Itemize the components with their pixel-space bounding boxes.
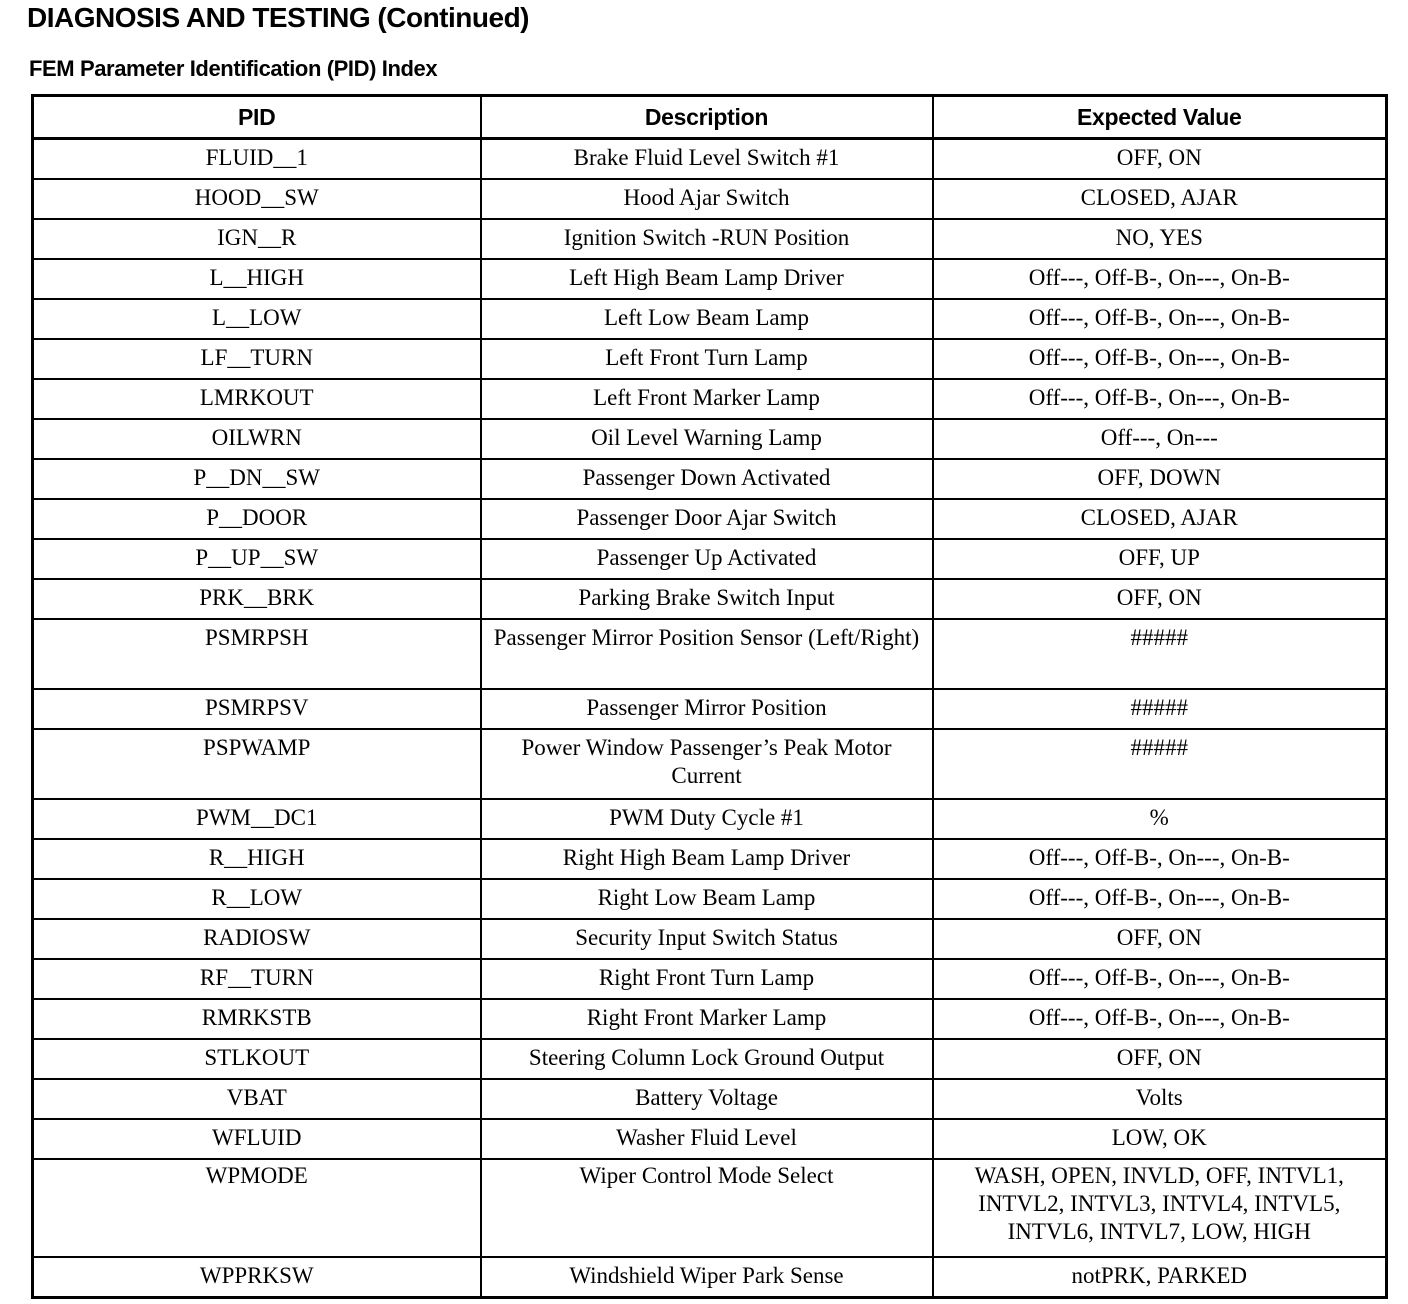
expected-value-cell: NO, YES — [933, 219, 1387, 259]
table-header-row — [33, 96, 1387, 139]
table-row — [33, 1119, 1387, 1159]
table-row — [33, 689, 1387, 729]
pid-cell: WPPRKSW — [33, 1257, 481, 1298]
description-cell: Power Window Passenger’s Peak Motor Current — [481, 729, 933, 799]
expected-value-cell: Off---, On--- — [933, 419, 1387, 459]
pid-cell: RMRKSTB — [33, 999, 481, 1039]
table-row — [33, 1039, 1387, 1079]
description-cell: Steering Column Lock Ground Output — [481, 1039, 933, 1079]
table-row — [33, 339, 1387, 379]
table-row — [33, 919, 1387, 959]
expected-value-cell: OFF, UP — [933, 539, 1387, 579]
description-cell: Passenger Door Ajar Switch — [481, 499, 933, 539]
table-row — [33, 579, 1387, 619]
pid-cell: PWM__DC1 — [33, 799, 481, 839]
table-row — [33, 499, 1387, 539]
expected-value-cell: Off---, Off-B-, On---, On-B- — [933, 379, 1387, 419]
pid-cell: P__UP__SW — [33, 539, 481, 579]
table-row — [33, 179, 1387, 219]
pid-cell: RADIOSW — [33, 919, 481, 959]
pid-cell: LF__TURN — [33, 339, 481, 379]
pid-cell: HOOD__SW — [33, 179, 481, 219]
pid-cell: VBAT — [33, 1079, 481, 1119]
pid-cell: PSPWAMP — [33, 729, 481, 799]
description-cell: Left Front Turn Lamp — [481, 339, 933, 379]
table-row — [33, 379, 1387, 419]
description-cell: Brake Fluid Level Switch #1 — [481, 139, 933, 180]
pid-cell: PSMRPSH — [33, 619, 481, 689]
pid-cell: P__DN__SW — [33, 459, 481, 499]
column-header-expected-value: Expected Value — [933, 96, 1387, 139]
description-cell: Right Low Beam Lamp — [481, 879, 933, 919]
table-row — [33, 539, 1387, 579]
description-cell: Washer Fluid Level — [481, 1119, 933, 1159]
pid-cell: L__HIGH — [33, 259, 481, 299]
description-cell: Passenger Mirror Position — [481, 689, 933, 729]
table-row — [33, 879, 1387, 919]
pid-cell: L__LOW — [33, 299, 481, 339]
expected-value-cell: OFF, ON — [933, 579, 1387, 619]
expected-value-cell: CLOSED, AJAR — [933, 499, 1387, 539]
expected-value-cell: OFF, DOWN — [933, 459, 1387, 499]
expected-value-cell: Volts — [933, 1079, 1387, 1119]
table-row — [33, 1079, 1387, 1119]
expected-value-cell: OFF, ON — [933, 139, 1387, 180]
table-row — [33, 959, 1387, 999]
pid-cell: WPMODE — [33, 1159, 481, 1257]
expected-value-cell: Off---, Off-B-, On---, On-B- — [933, 259, 1387, 299]
table-row — [33, 1159, 1387, 1257]
table-row — [33, 1257, 1387, 1298]
description-cell: Left High Beam Lamp Driver — [481, 259, 933, 299]
description-cell: Wiper Control Mode Select — [481, 1159, 933, 1257]
pid-cell: PRK__BRK — [33, 579, 481, 619]
expected-value-cell: Off---, Off-B-, On---, On-B- — [933, 959, 1387, 999]
page-title: DIAGNOSIS AND TESTING (Continued) — [27, 2, 529, 33]
expected-value-cell: Off---, Off-B-, On---, On-B- — [933, 839, 1387, 879]
expected-value-cell: LOW, OK — [933, 1119, 1387, 1159]
description-cell: Left Low Beam Lamp — [481, 299, 933, 339]
pid-cell: RF__TURN — [33, 959, 481, 999]
description-cell: Right High Beam Lamp Driver — [481, 839, 933, 879]
table-row — [33, 839, 1387, 879]
pid-cell: WFLUID — [33, 1119, 481, 1159]
description-cell: Passenger Mirror Position Sensor (Left/Right) — [481, 619, 933, 689]
table-row — [33, 619, 1387, 689]
description-cell: Passenger Up Activated — [481, 539, 933, 579]
pid-cell: LMRKOUT — [33, 379, 481, 419]
description-cell: Parking Brake Switch Input — [481, 579, 933, 619]
expected-value-cell: ##### — [933, 619, 1387, 689]
expected-value-cell: notPRK, PARKED — [933, 1257, 1387, 1298]
table-row — [33, 419, 1387, 459]
pid-cell: P__DOOR — [33, 499, 481, 539]
table-row — [33, 459, 1387, 499]
table-row — [33, 299, 1387, 339]
expected-value-cell: Off---, Off-B-, On---, On-B- — [933, 299, 1387, 339]
pid-cell: R__LOW — [33, 879, 481, 919]
expected-value-cell: ##### — [933, 689, 1387, 729]
expected-value-cell: ##### — [933, 729, 1387, 799]
description-cell: Right Front Turn Lamp — [481, 959, 933, 999]
expected-value-cell: Off---, Off-B-, On---, On-B- — [933, 999, 1387, 1039]
description-cell: Hood Ajar Switch — [481, 179, 933, 219]
pid-table — [31, 94, 1388, 1299]
description-cell: Ignition Switch -RUN Position — [481, 219, 933, 259]
pid-cell: STLKOUT — [33, 1039, 481, 1079]
table-row — [33, 219, 1387, 259]
column-header-description: Description — [481, 96, 933, 139]
description-cell: Passenger Down Activated — [481, 459, 933, 499]
expected-value-cell: OFF, ON — [933, 1039, 1387, 1079]
table-title: FEM Parameter Identification (PID) Index — [29, 56, 438, 81]
description-cell: Security Input Switch Status — [481, 919, 933, 959]
expected-value-cell: Off---, Off-B-, On---, On-B- — [933, 339, 1387, 379]
pid-cell: IGN__R — [33, 219, 481, 259]
expected-value-cell: Off---, Off-B-, On---, On-B- — [933, 879, 1387, 919]
pid-cell: PSMRPSV — [33, 689, 481, 729]
pid-cell: FLUID__1 — [33, 139, 481, 180]
table-row — [33, 729, 1387, 799]
table-row — [33, 259, 1387, 299]
description-cell: Left Front Marker Lamp — [481, 379, 933, 419]
description-cell: PWM Duty Cycle #1 — [481, 799, 933, 839]
description-cell: Oil Level Warning Lamp — [481, 419, 933, 459]
pid-cell: OILWRN — [33, 419, 481, 459]
table-row — [33, 999, 1387, 1039]
description-cell: Windshield Wiper Park Sense — [481, 1257, 933, 1298]
column-header-pid: PID — [33, 96, 481, 139]
expected-value-cell: % — [933, 799, 1387, 839]
expected-value-cell: CLOSED, AJAR — [933, 179, 1387, 219]
pid-cell: R__HIGH — [33, 839, 481, 879]
expected-value-cell: OFF, ON — [933, 919, 1387, 959]
description-cell: Right Front Marker Lamp — [481, 999, 933, 1039]
expected-value-cell: WASH, OPEN, INVLD, OFF, INTVL1, INTVL2, INTVL3, INTVL4, INTVL5, INTVL6, INTVL7, LOW, HIGH — [933, 1159, 1387, 1257]
description-cell: Battery Voltage — [481, 1079, 933, 1119]
table-row — [33, 139, 1387, 180]
table-row — [33, 799, 1387, 839]
